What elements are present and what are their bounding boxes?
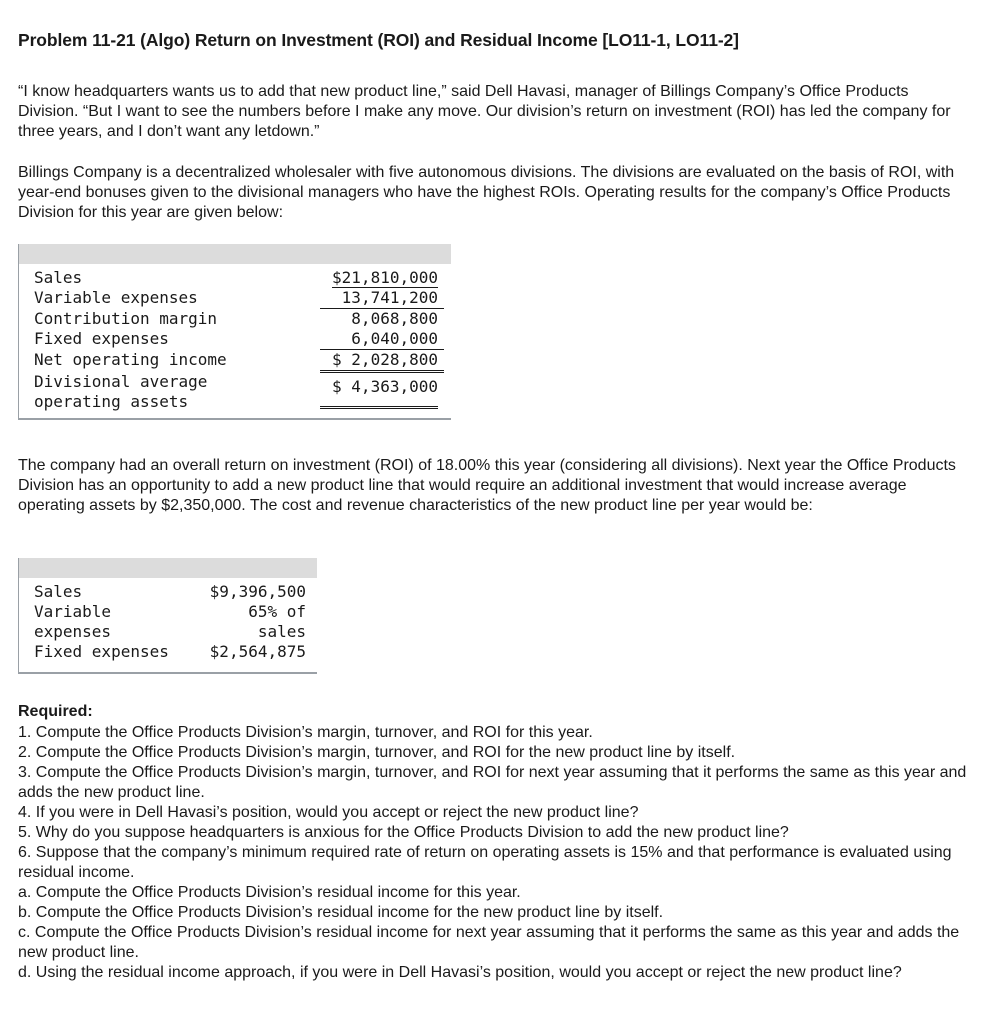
row-label: Fixed expenses — [34, 642, 169, 661]
row-value-line: 65% of — [248, 602, 306, 621]
context-paragraph: Billings Company is a decentralized wholesaler with five autonomous divisions. The divisions are evaluated on the basis of ROI, with year-end bonuses given to the divisional managers who have the highest ROIs. Operating results for the company’s Office Products Division for this year are given below: — [18, 164, 955, 221]
table-row — [19, 582, 315, 602]
row-label-line: Variable — [34, 602, 112, 621]
required-item: a. Compute the Office Products Division’s residual income for this year. — [18, 884, 521, 901]
row-value: $21,810,000 — [332, 268, 438, 287]
table-row — [19, 602, 315, 642]
required-item: b. Compute the Office Products Division’s residual income for the new product line by itself. — [18, 904, 664, 921]
table-row — [19, 642, 315, 662]
table-row — [19, 329, 444, 350]
required-item: 4. If you were in Dell Havasi’s position, would you accept or reject the new product line? — [18, 804, 639, 821]
required-item: 2. Compute the Office Products Division’s margin, turnover, and ROI for the new product line by itself. — [18, 744, 736, 761]
intro-paragraph: “I know headquarters wants us to add that new product line,” said Dell Havasi, manager of Billings Company’s Office Products Division. “But I want to see the numbers before I make any move. Our division’s return on investment (ROI) has led the company for three years, and I don’t want any letdown.” — [18, 83, 951, 140]
table-row — [19, 350, 444, 372]
row-value: 13,741,200 — [320, 288, 444, 309]
required-item: 6. Suppose that the company’s minimum required rate of return on operating assets is 15% and that performance is evaluated using residual income. — [18, 844, 952, 881]
required-heading: Required: — [18, 703, 93, 720]
row-label: Net operating income — [34, 349, 227, 369]
table-row — [19, 268, 444, 288]
table-row — [19, 309, 444, 330]
row-label-line: operating assets — [34, 391, 189, 411]
row-label: Variable expenses — [34, 288, 198, 307]
table-header-band — [19, 244, 451, 264]
row-label-line: expenses — [34, 622, 112, 641]
table-header-band — [19, 558, 317, 578]
row-label-line: Divisional average — [34, 371, 208, 391]
row-value: 8,068,800 — [351, 309, 438, 328]
row-value: $9,396,500 — [209, 582, 306, 601]
row-label — [19, 602, 198, 642]
required-list — [18, 723, 968, 983]
opportunity-paragraph: The company had an overall return on investment (ROI) of 18.00% this year (considering all divisions). Next year the Office Products Division has an opportunity to add a new product line that would require an additional investment that would increase average operating assets by $2,350,000. The cost and revenue characteristics of the new product line per year would be: — [18, 457, 956, 514]
required-item: d. Using the residual income approach, if you were in Dell Havasi’s position, would you accept or reject the new product line? — [18, 964, 902, 981]
required-item: c. Compute the Office Products Division’s residual income for next year assuming that it performs the same as this year and adds the new product line. — [18, 924, 960, 961]
required-item: 3. Compute the Office Products Division’s margin, turnover, and ROI for next year assuming that it performs the same as this year and adds the new product line. — [18, 764, 967, 801]
problem-title: Problem 11-21 (Algo) Return on Investment (ROI) and Residual Income [LO11-1, LO11-2] — [18, 30, 739, 50]
row-label: Sales — [34, 268, 83, 287]
row-label — [19, 372, 320, 412]
row-value — [198, 602, 315, 642]
table-row — [19, 372, 444, 412]
row-label: Fixed expenses — [34, 329, 169, 348]
row-value: $ 2,028,800 — [320, 350, 444, 372]
required-item: 1. Compute the Office Products Division’s margin, turnover, and ROI for this year. — [18, 724, 593, 741]
operating-results-table — [18, 244, 451, 420]
row-value: $2,564,875 — [209, 642, 306, 661]
table-row — [19, 288, 444, 309]
required-item: 5. Why do you suppose headquarters is anxious for the Office Products Division to add the new product line? — [18, 824, 789, 841]
row-value-line: sales — [257, 622, 306, 641]
row-value: $ 4,363,000 — [320, 375, 438, 409]
new-product-line-table — [18, 558, 317, 674]
row-label: Sales — [34, 582, 83, 601]
row-label: Contribution margin — [34, 308, 218, 328]
row-value: 6,040,000 — [320, 329, 444, 350]
